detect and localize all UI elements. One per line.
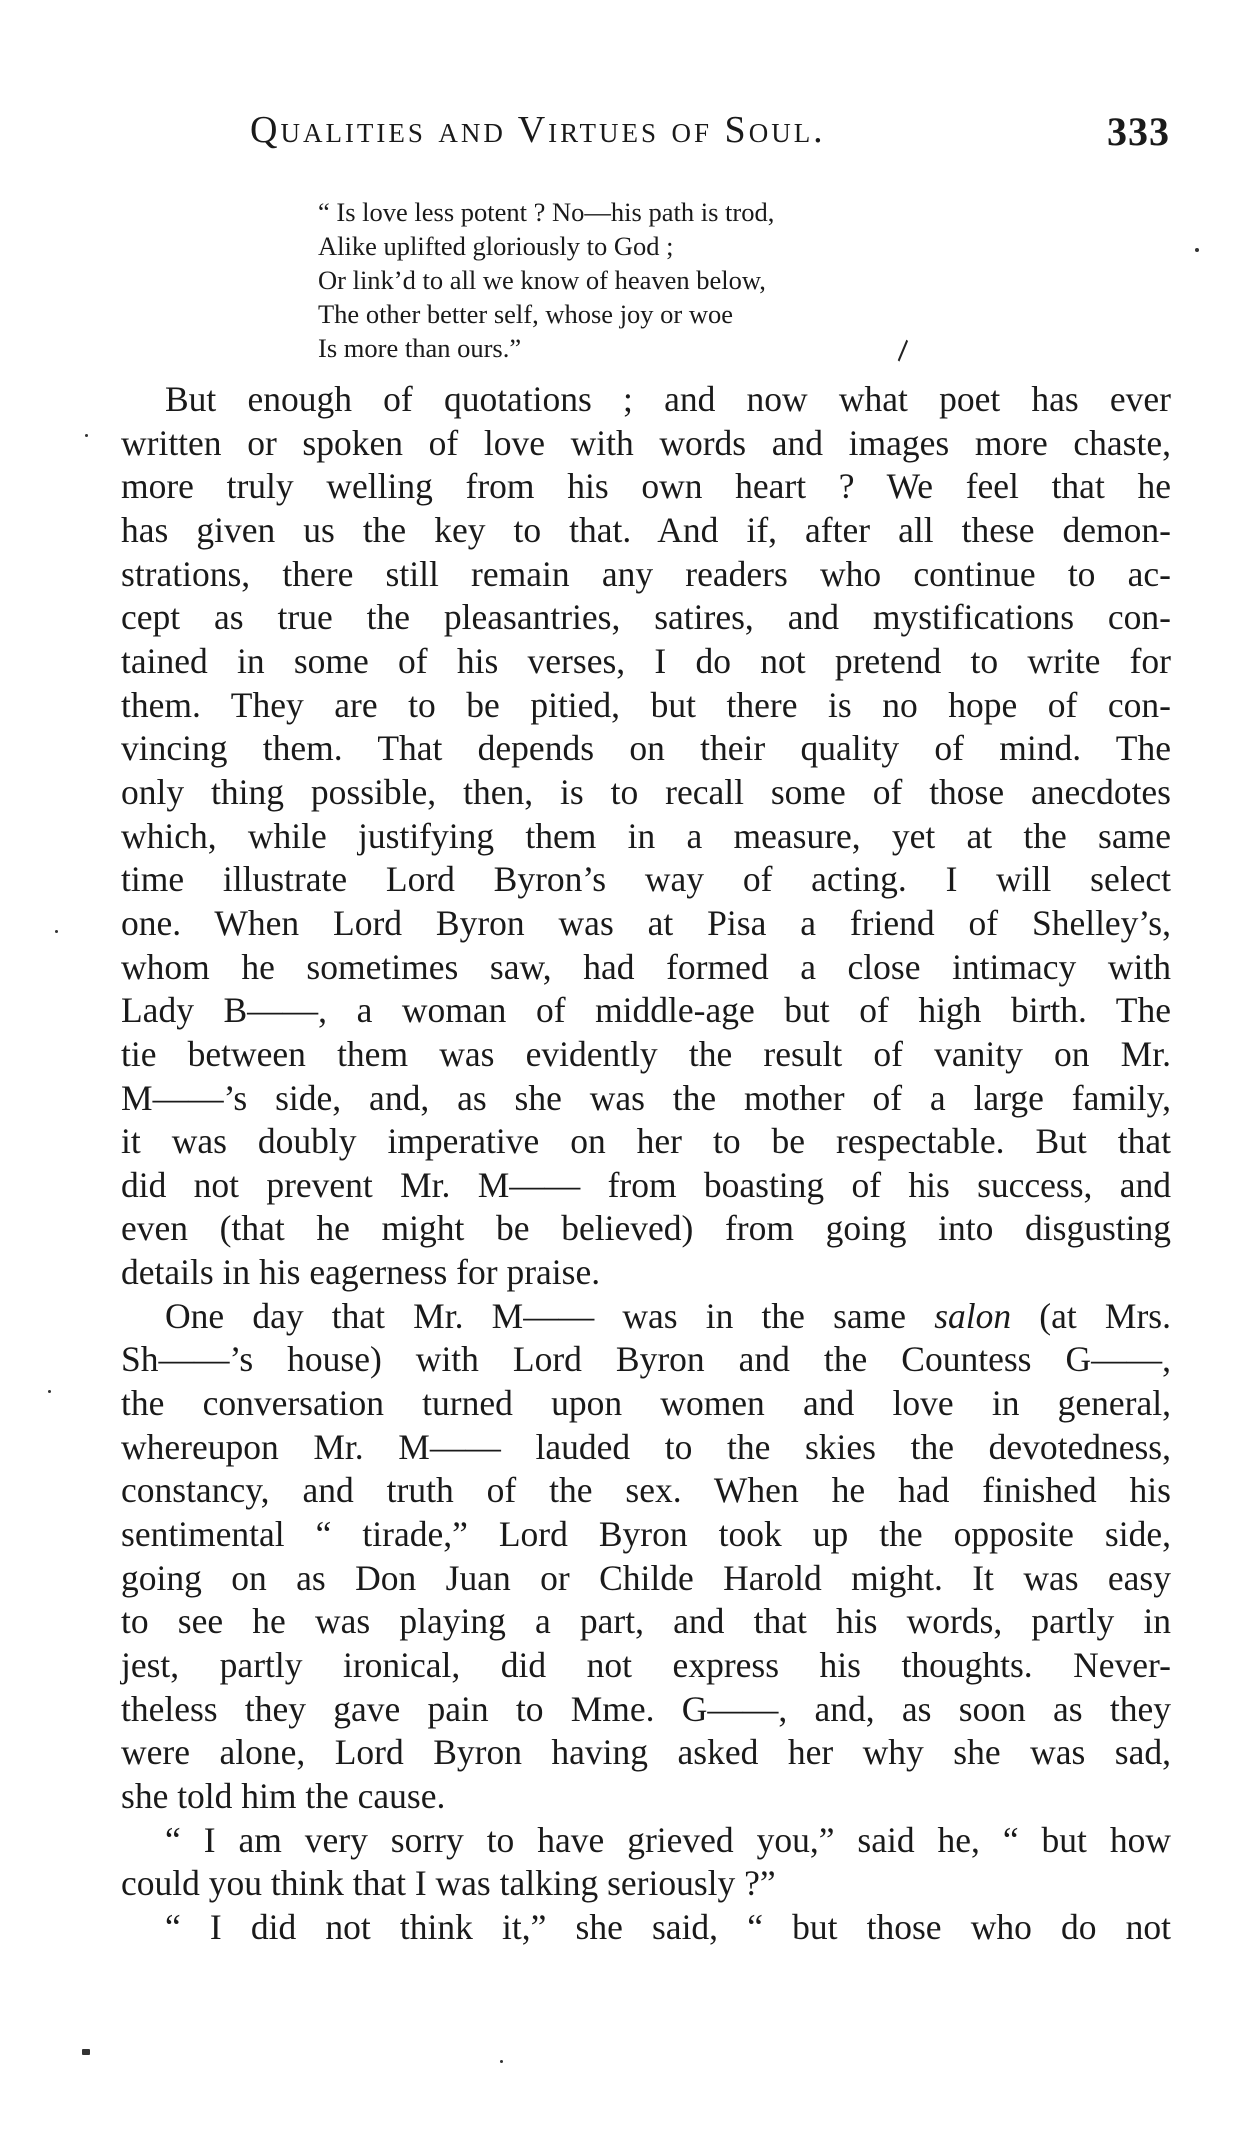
text-line: But enough of quotations ; and now what poet has ever — [165, 379, 1171, 419]
text-line: did not prevent Mr. M—— from boasting of his success, and — [121, 1164, 1171, 1205]
text-line — [121, 1295, 1171, 1339]
text-line: only thing possible, then, is to recall some of those anecdotes — [121, 771, 1171, 812]
ink-speck — [85, 434, 88, 437]
italic-word: salon — [934, 1295, 1012, 1336]
verse-quotation — [318, 195, 958, 368]
text-line: vincing them. That depends on their quality of mind. The — [121, 728, 1171, 769]
text-line: whom he sometimes saw, had formed a close intimacy with — [121, 946, 1171, 987]
verse-line: Or link’d to all we know of heaven below, — [318, 265, 766, 295]
verse-line: Is more than ours.” — [318, 333, 522, 363]
ink-speck — [500, 2060, 503, 2063]
text-line: details in his eagerness for praise. — [121, 1252, 601, 1293]
text-line: jest, partly ironical, did not express his thoughts. Never- — [121, 1645, 1171, 1686]
text-line: she told him the cause. — [121, 1776, 446, 1816]
text-line: more truly welling from his own heart ? We feel that he — [121, 466, 1171, 507]
text-line: which, while justifying them in a measure, yet at the same — [121, 815, 1171, 856]
text-line: were alone, Lord Byron having asked her why she was sad, — [121, 1732, 1171, 1773]
text-line: time illustrate Lord Byron’s way of acting. I will select — [121, 859, 1171, 900]
text-line: tie between them was evidently the result of vanity on Mr. — [121, 1033, 1171, 1074]
verse-line: “ Is love less potent ? No—his path is trod, — [318, 197, 775, 227]
text-line: tained in some of his verses, I do not pretend to write for — [121, 640, 1171, 681]
text-line: Sh——’s house) with Lord Byron and the Countess G——, — [121, 1339, 1171, 1380]
running-title: Qualities and Virtues of Soul. — [250, 109, 826, 151]
text-line: the conversation turned upon women and love in general, — [121, 1383, 1171, 1424]
ink-speck — [82, 2049, 90, 2055]
ink-speck — [55, 930, 58, 933]
text-line: M——’s side, and, as she was the mother of a large family, — [121, 1077, 1171, 1118]
text-line: to see he was playing a part, and that his words, partly in — [121, 1601, 1171, 1642]
text-line: one. When Lord Byron was at Pisa a friend of Shelley’s, — [121, 902, 1171, 943]
text-line: whereupon Mr. M—— lauded to the skies the devotedness, — [121, 1426, 1171, 1467]
text-line: strations, there still remain any readers who continue to ac- — [121, 553, 1171, 594]
running-head — [250, 108, 1170, 158]
body-text — [121, 378, 1171, 1950]
text-line: “ I did not think it,” she said, “ but those who do not — [165, 1906, 1171, 1947]
text-line: theless they gave pain to Mme. G——, and, as soon as they — [121, 1688, 1171, 1729]
text-line: “ I am very sorry to have grieved you,” said he, “ but how — [165, 1819, 1171, 1860]
page-number: 333 — [1107, 109, 1170, 154]
text-line: sentimental “ tirade,” Lord Byron took up the opposite side, — [121, 1514, 1171, 1555]
text-line: it was doubly imperative on her to be respectable. But that — [121, 1121, 1171, 1162]
text-line: even (that he might be believed) from going into disgusting — [121, 1208, 1171, 1249]
text-segment: One day that Mr. M—— was in the same — [165, 1295, 907, 1336]
text-line: could you think that I was talking seriously ?” — [121, 1863, 776, 1904]
verse-line: The other better self, whose joy or woe — [318, 299, 734, 329]
ink-speck — [48, 1390, 51, 1393]
ink-mark: ∖ — [885, 334, 918, 368]
text-segment: (at Mrs. — [1039, 1295, 1171, 1336]
text-line: cept as true the pleasantries, satires, and mystifications con- — [121, 597, 1171, 638]
ink-speck — [1195, 248, 1199, 252]
text-line: going on as Don Juan or Childe Harold might. It was easy — [121, 1557, 1171, 1598]
verse-line: Alike uplifted gloriously to God ; — [318, 231, 674, 261]
text-line: written or spoken of love with words and images more chaste, — [121, 422, 1171, 463]
text-line: Lady B——, a woman of middle-age but of high birth. The — [121, 990, 1171, 1031]
text-line: constancy, and truth of the sex. When he had finished his — [121, 1470, 1171, 1511]
text-line: them. They are to be pitied, but there is no hope of con- — [121, 684, 1171, 725]
text-line: has given us the key to that. And if, after all these demon- — [121, 509, 1171, 550]
